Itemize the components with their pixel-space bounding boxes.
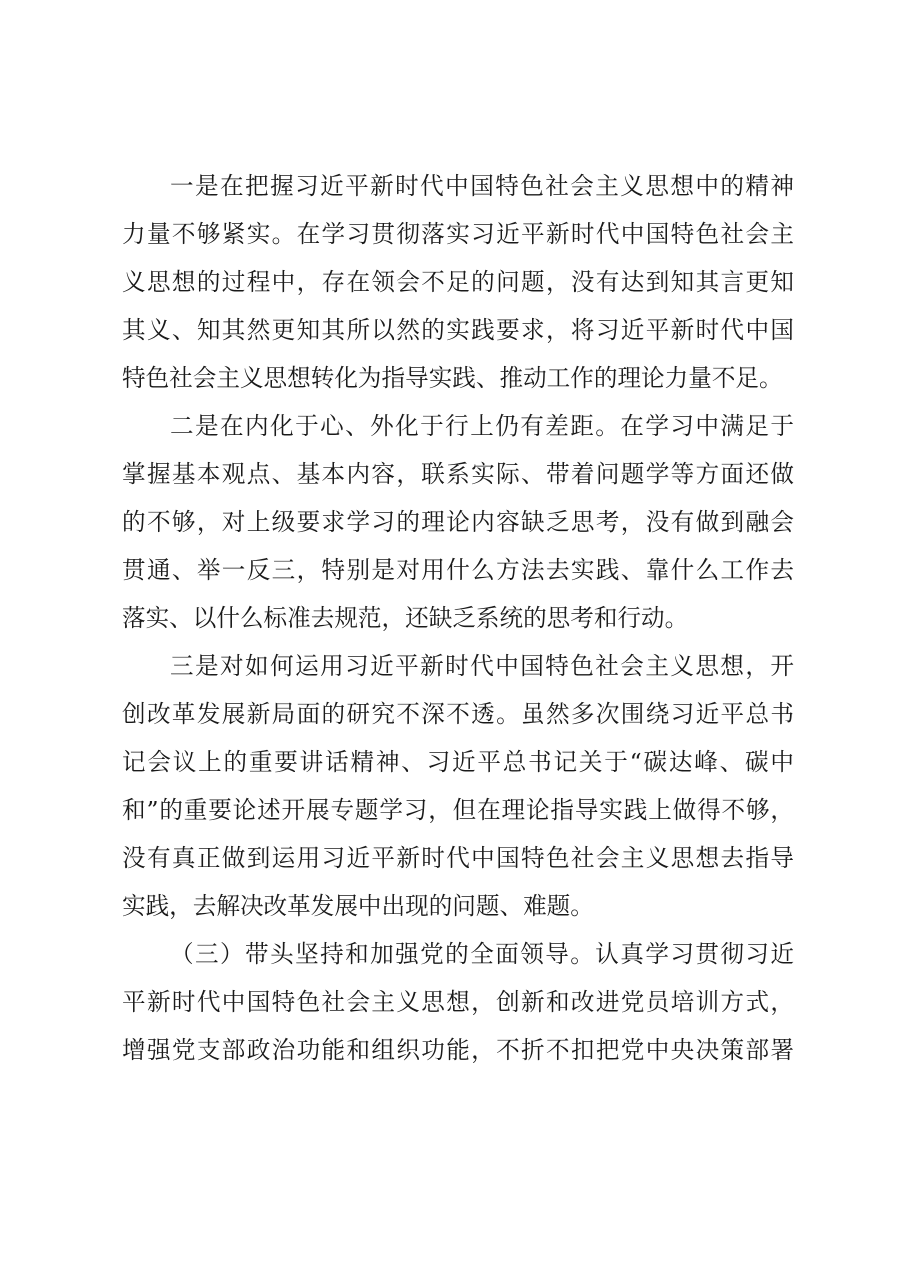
paragraph-4-line-3: 增强党支部政治功能和组织功能，不折不扣把党中央决策部署 <box>122 1036 794 1064</box>
paragraph-3-line-3: 记会议上的重要讲话精神、习近平总书记关于“碳达峰、碳中 <box>122 748 794 776</box>
paragraph-3-line-2: 创改革发展新局面的研究不深不透。虽然多次围绕习近平总书 <box>122 700 794 728</box>
paragraph-3-line-5: 没有真正做到运用习近平新时代中国特色社会主义思想去指导 <box>122 844 794 872</box>
paragraph-1-line-1: 一是在把握习近平新时代中国特色社会主义思想中的精神 <box>170 172 794 200</box>
paragraph-1-line-2: 力量不够紧实。在学习贯彻落实习近平新时代中国特色社会主 <box>122 220 794 248</box>
paragraph-3-line-4: 和”的重要论述开展专题学习，但在理论指导实践上做得不够， <box>122 796 794 824</box>
paragraph-3-line-6: 实践，去解决改革发展中出现的问题、难题。 <box>122 892 594 920</box>
paragraph-4-line-1: （三）带头坚持和加强党的全面领导。认真学习贯彻习近 <box>170 940 794 968</box>
paragraph-1-line-3: 义思想的过程中，存在领会不足的问题，没有达到知其言更知 <box>122 268 794 296</box>
paragraph-1-line-5: 特色社会主义思想转化为指导实践、推动工作的理论力量不足。 <box>122 364 783 392</box>
paragraph-2-line-3: 的不够，对上级要求学习的理论内容缺乏思考，没有做到融会 <box>122 508 794 536</box>
paragraph-4-line-2: 平新时代中国特色社会主义思想，创新和改进党员培训方式， <box>122 988 794 1016</box>
paragraph-2-line-1: 二是在内化于心、外化于行上仍有差距。在学习中满足于 <box>170 412 794 440</box>
paragraph-2-line-2: 掌握基本观点、基本内容，联系实际、带着问题学等方面还做 <box>122 460 794 488</box>
paragraph-3-line-1: 三是对如何运用习近平新时代中国特色社会主义思想，开 <box>170 652 794 680</box>
paragraph-1-line-4: 其义、知其然更知其所以然的实践要求，将习近平新时代中国 <box>122 316 794 344</box>
paragraph-2-line-4: 贯通、举一反三，特别是对用什么方法去实践、靠什么工作去 <box>122 556 794 584</box>
paragraph-2-line-5: 落实、以什么标准去规范，还缺乏系统的思考和行动。 <box>122 604 689 632</box>
